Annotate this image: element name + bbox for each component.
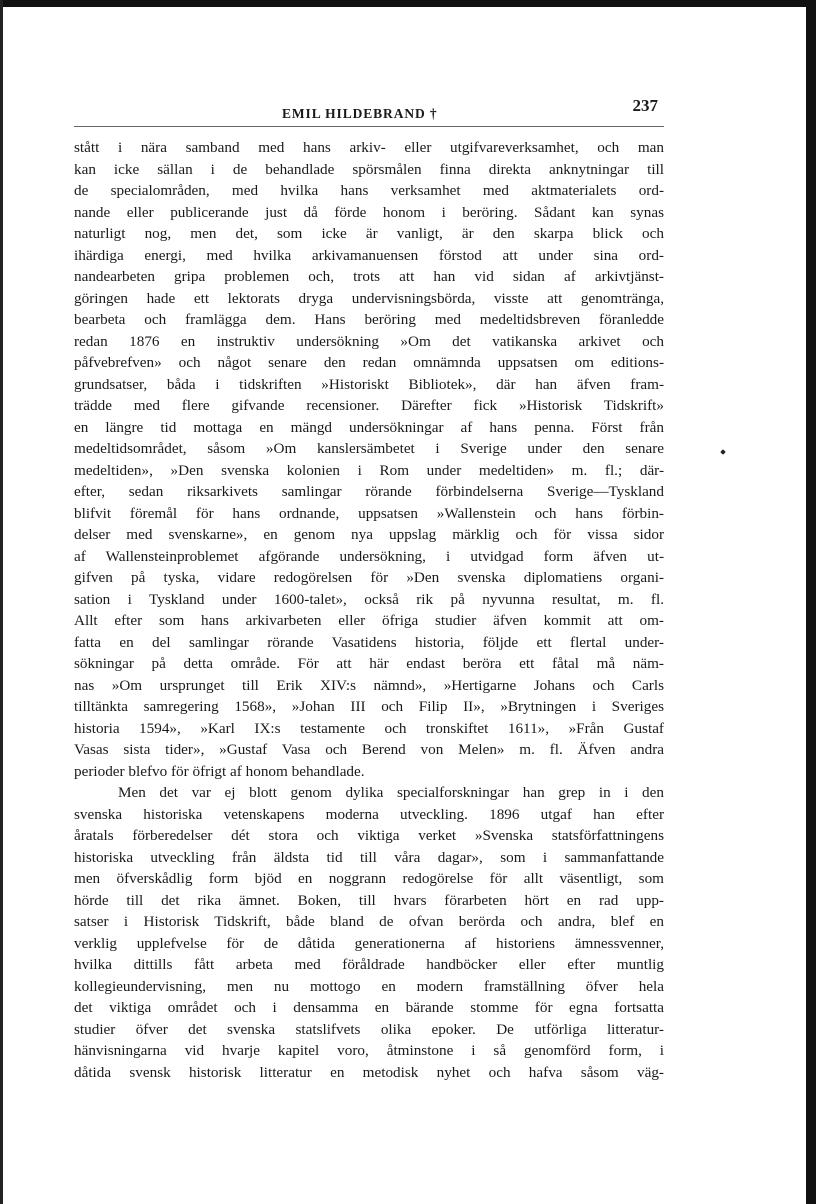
text-line: tilltänkta samregering 1568», »Johan III och Filip II», »Brytningen i Sveriges xyxy=(74,698,664,715)
text-line: satser i Historisk Tidskrift, både bland de ofvan berörda och andra, blef en xyxy=(74,913,664,930)
text-line: hvilka dittills fått arbeta med föråldrade handböcker eller efter muntlig xyxy=(74,956,664,973)
text-line: trädde med flere gifvande recensioner. Därefter fick »Historisk Tidskrift» xyxy=(74,397,664,414)
text-line: nande eller publicerande just då förde honom i beröring. Sådant kan synas xyxy=(74,203,664,221)
text-line: nas »Om ursprunget till Erik XIV:s nämnd», »Hertigarne Johans och Carls xyxy=(74,676,664,694)
text-line: efter, sedan riksarkivets samlingar rörande förbindelserna Sverige—Tyskland xyxy=(74,483,664,500)
text-line: göringen hade ett lektorats dryga undervisningsbörda, visste att genomtränga, xyxy=(74,289,664,307)
text-line: historiska utveckling från äldsta tid till våra dagar», som i sammanfattande xyxy=(74,848,664,866)
text-line: bearbeta och framlägga dem. Hans beröring med medeltidsbreven föranledde xyxy=(74,311,664,328)
page-header xyxy=(74,94,666,124)
header-rule xyxy=(74,126,664,127)
text-line: dåtida svensk historisk litteratur en metodisk nyhet och hafva såsom väg- xyxy=(74,1063,664,1081)
stray-ink-mark xyxy=(720,449,726,455)
text-line: sökningar på detta område. För att här endast beröra ett fåtal må näm- xyxy=(74,655,664,672)
page-number: 237 xyxy=(632,96,658,115)
text-line: sation i Tyskland under 1600-talet», också rik på nyvunna resultat, m. fl. xyxy=(74,590,664,608)
text-line: blifvit föremål för hans ordnande, uppsatsen »Wallenstein och hans förbin- xyxy=(74,504,664,522)
text-line: påfvebrefven» och något senare den redan omnämnda uppsatsen om editions- xyxy=(74,354,664,371)
text-line: ihärdiga energi, med hvilka arkivamanuensen förstod att under sina ord- xyxy=(74,246,664,264)
running-head: EMIL HILDEBRAND † xyxy=(282,106,438,121)
scan-border-top xyxy=(0,0,816,7)
text-line: medeltidsområdet, såsom »Om kanslersämbetet i Sverige under den senare xyxy=(74,440,664,457)
text-line: af Wallensteinproblemet afgörande undersökning, i utvidgad form äfven ut- xyxy=(74,547,664,565)
text-line: det viktiga området och i densamma en bärande stomme för egna fortsatta xyxy=(74,999,664,1016)
text-line: perioder blefvo för öfrigt af honom behandlade. xyxy=(74,762,365,780)
text-line: hörde till det rika ämnet. Boken, till hvars förarbeten hört en rad upp- xyxy=(74,891,664,909)
body-text xyxy=(74,137,664,1083)
text-line: kan icke sällan i de behandlade spörsmålen finna direkta anknytningar till xyxy=(74,160,664,178)
text-line: de specialområden, med hvilka hans verksamhet med aktmaterialets ord- xyxy=(74,182,664,199)
text-line: naturligt nog, men det, som icke är vanligt, är den skarpa blick och xyxy=(74,225,664,242)
scan-border-left xyxy=(0,0,3,1204)
text-line: åratals förberedelser dét stora och viktiga verket »Svenska statsförfattningens xyxy=(74,827,664,844)
text-line: studier öfver det svenska statslifvets olika epoker. De utförliga litteratur- xyxy=(74,1020,664,1038)
text-line: stått i nära samband med hans arkiv- eller utgifvareverksamhet, och man xyxy=(74,139,664,156)
text-line: medeltiden», »Den svenska kolonien i Rom under medeltiden» m. fl.; där- xyxy=(74,461,664,479)
text-line: Vasas sista tider», »Gustaf Vasa och Berend von Melen» m. fl. Äfven andra xyxy=(74,741,664,758)
text-line: kollegieundervisning, men nu mottogo en modern framställning öfver hela xyxy=(74,977,664,995)
text-line: en längre tid mottaga en mängd undersökningar af hans penna. Först från xyxy=(74,418,664,436)
text-line: verklig upplefvelse för de dåtida generationerna af historiens ämnessvenner, xyxy=(74,934,664,952)
text-line: Allt efter som hans arkivarbeten eller öfriga studier äfven kommit att om- xyxy=(74,612,664,629)
paragraph xyxy=(74,137,664,782)
text-line: svenska historiska vetenskapens moderna utveckling. 1896 utgaf han efter xyxy=(74,805,664,823)
paragraph xyxy=(74,782,664,1083)
text-line: Men det var ej blott genom dylika specialforskningar han grep in i den xyxy=(118,784,664,801)
text-line: grundsatser, båda i tidskriften »Historiskt Bibliotek», där han äfven fram- xyxy=(74,375,664,393)
text-line: delser med svenskarne», en genom nya uppslag märklig och för vissa sidor xyxy=(74,526,664,543)
text-line: nandearbeten gripa problemen och, trots att han vid sidan af arkivtjänst- xyxy=(74,268,664,285)
text-line: hänvisningarna vid hvarje kapitel voro, åtminstone i så genomförd form, i xyxy=(74,1042,664,1059)
text-line: fatta en del samlingar rörande Vasatidens historia, följde ett flertal under- xyxy=(74,633,664,651)
text-line: historia 1594», »Karl IX:s testamente och tronskiftet 1611», »Från Gustaf xyxy=(74,719,664,737)
text-line: redan 1876 en instruktiv undersökning »Om det vatikanska arkivet och xyxy=(74,332,664,350)
text-line: gifven på tyska, vidare redogörelsen för »Den svenska diplomatiens organi- xyxy=(74,569,664,586)
text-line: men öfverskådlig form bjöd en noggrann redogörelse för allt väsentligt, som xyxy=(74,870,664,887)
scan-border-right xyxy=(806,0,816,1204)
